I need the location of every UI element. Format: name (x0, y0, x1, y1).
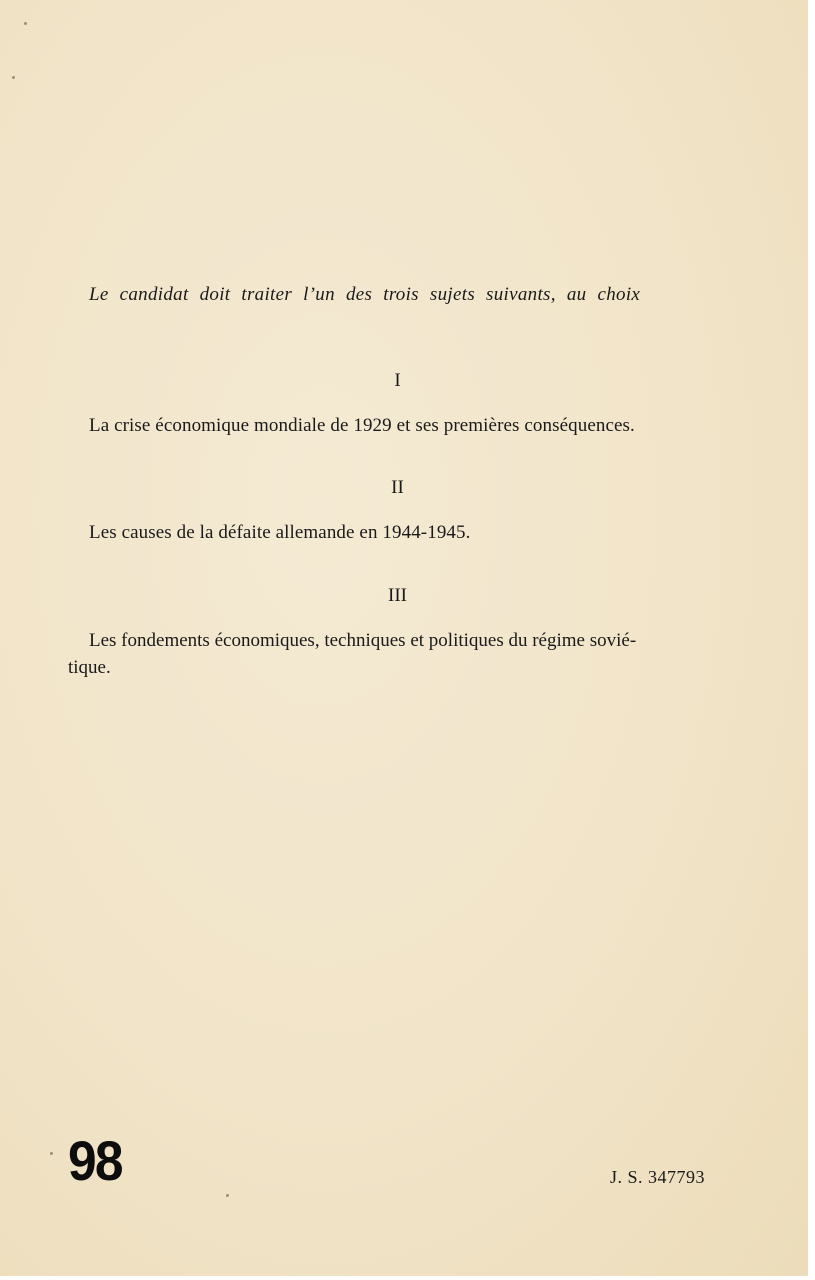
paper-speck (50, 1152, 53, 1155)
instruction-text: Le candidat doit traiter l’un des trois sujets suivants, au choix (89, 284, 641, 305)
subject-numeral-3: III (388, 585, 407, 606)
subject-text-1: La crise économique mondiale de 1929 et ses premières conséquences. (89, 415, 635, 436)
subject-numeral-1: I (394, 370, 401, 391)
page-number: 98 (68, 1129, 122, 1192)
paper-speck (226, 1194, 229, 1197)
subject-numeral-2: II (391, 477, 404, 498)
paper-speck (12, 76, 15, 79)
subject-text-3-content: Les fondements économiques, techniques et politiques du régime sovié- tique. (68, 630, 637, 678)
subject-text-2: Les causes de la défaite allemande en 1944-1945. (89, 522, 471, 543)
document-reference: J. S. 347793 (610, 1167, 706, 1187)
subject-text-3 (68, 627, 728, 681)
paper-speck (24, 22, 27, 25)
